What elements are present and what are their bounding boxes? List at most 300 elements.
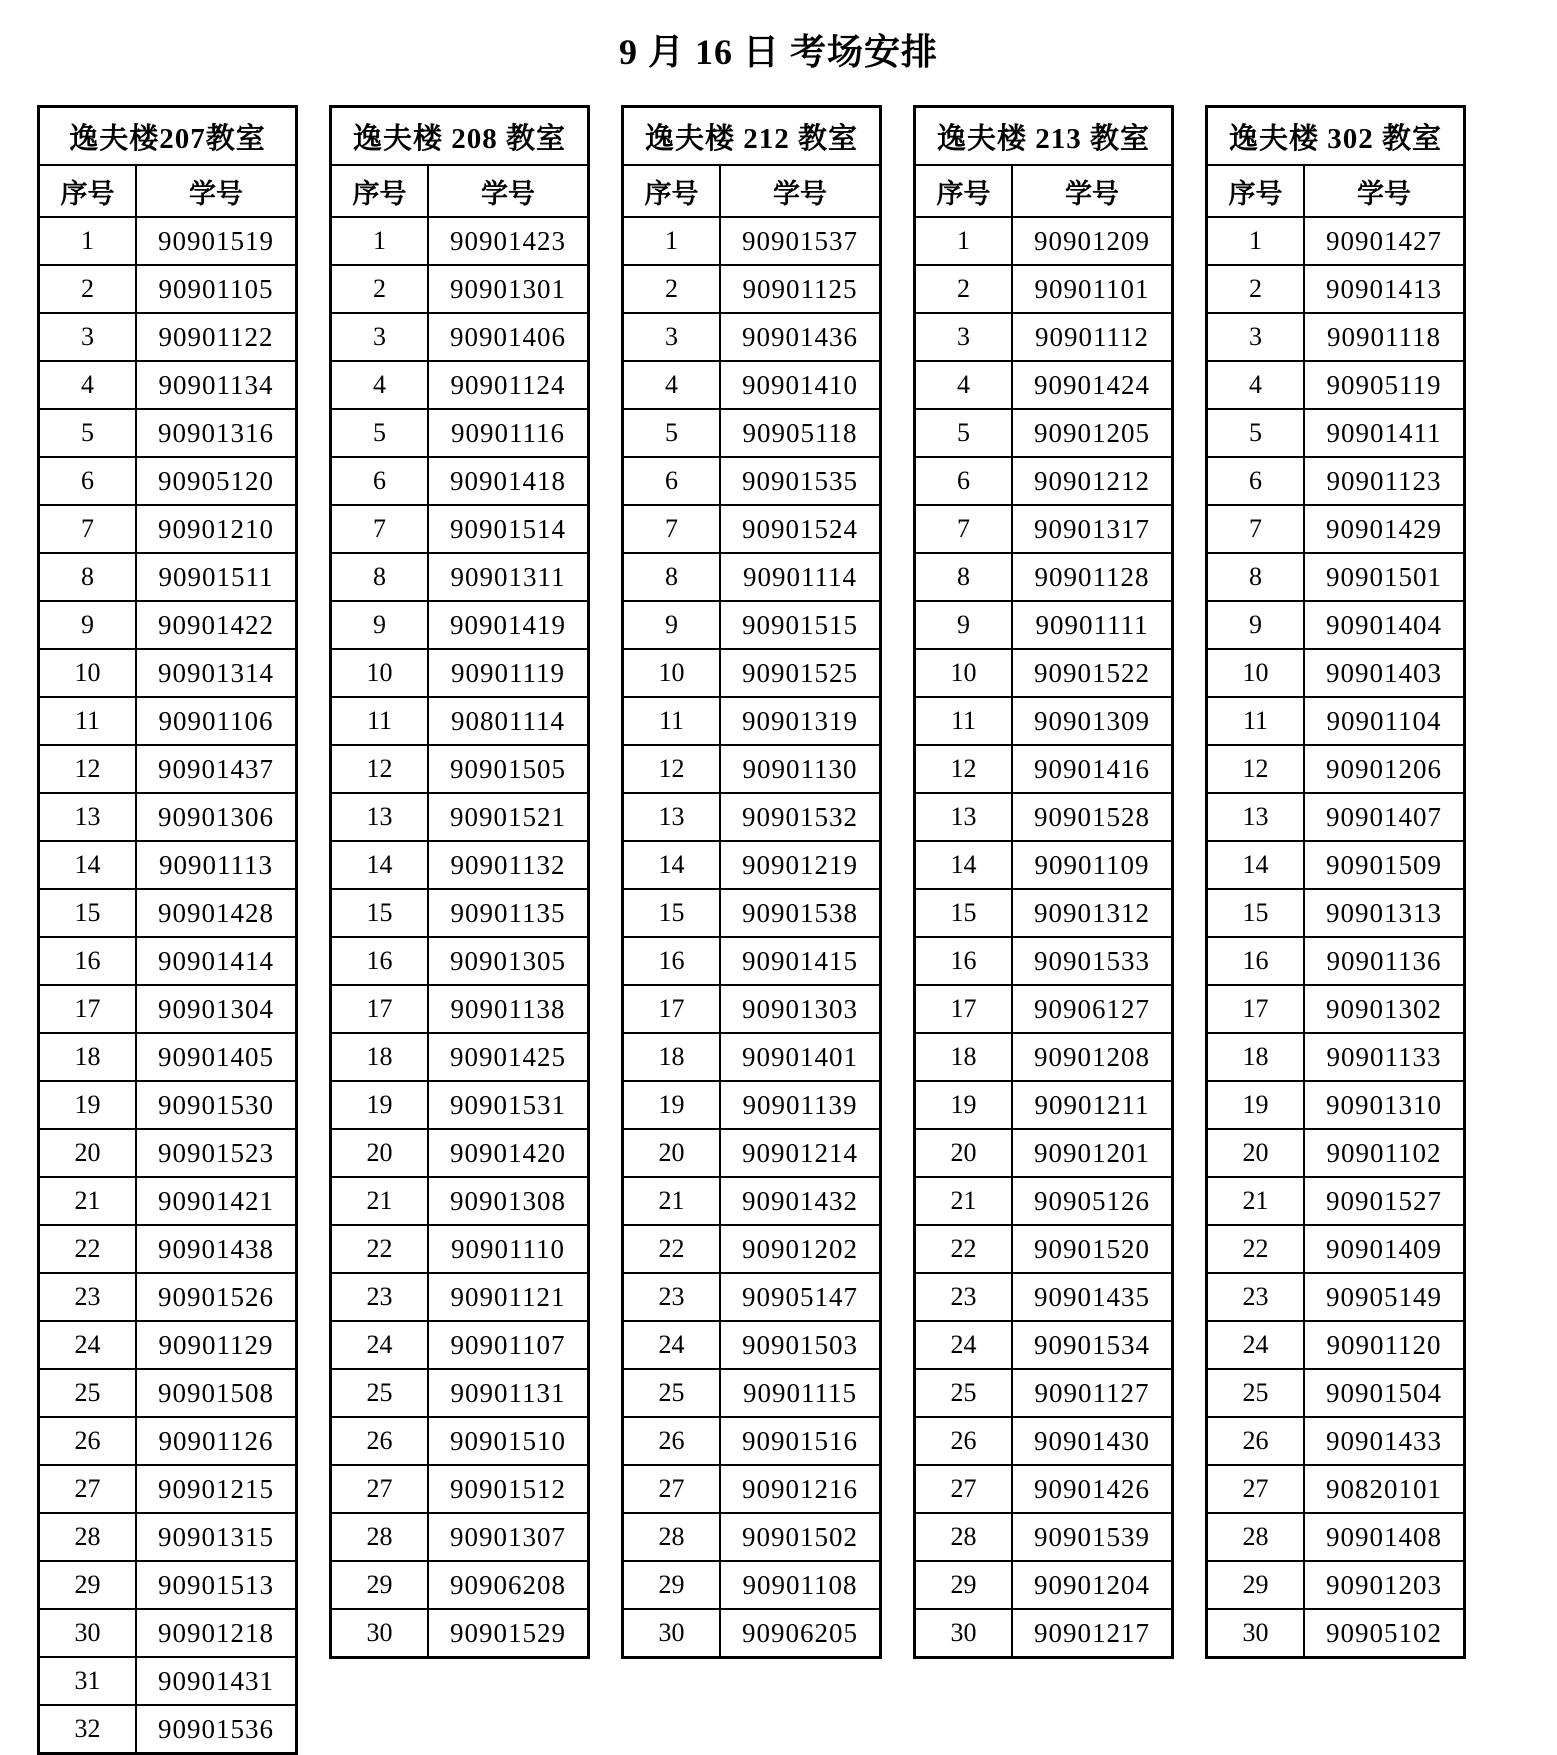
seq-cell: 26 [1207, 1417, 1305, 1465]
table-row [623, 1321, 881, 1369]
table-row [1207, 601, 1465, 649]
table-row [623, 793, 881, 841]
table-row [331, 1465, 589, 1513]
student-id-cell: 90901210 [136, 505, 297, 553]
table-row [39, 1465, 297, 1513]
table-row [915, 553, 1173, 601]
table-row [1207, 1273, 1465, 1321]
table-row [623, 1081, 881, 1129]
room-name-header: 逸夫楼 208 教室 [331, 107, 589, 166]
table-row [331, 409, 589, 457]
table-row [1207, 889, 1465, 937]
student-id-cell: 90901419 [428, 601, 589, 649]
table-row [623, 1465, 881, 1513]
seq-cell: 7 [39, 505, 137, 553]
student-id-cell: 90901301 [428, 265, 589, 313]
table-row [331, 505, 589, 553]
table-row [331, 1609, 589, 1658]
page-title: 9 月 16 日 考场安排 [618, 32, 938, 72]
student-id-cell: 90901131 [428, 1369, 589, 1417]
table-row [623, 1369, 881, 1417]
seq-column-header: 序号 [915, 165, 1013, 217]
student-id-cell: 90901522 [1012, 649, 1173, 697]
room-table [621, 105, 882, 1659]
seq-cell: 18 [1207, 1033, 1305, 1081]
student-id-cell: 90901307 [428, 1513, 589, 1561]
seq-cell: 19 [623, 1081, 721, 1129]
table-row [39, 1273, 297, 1321]
student-id-cell: 90901532 [720, 793, 881, 841]
student-id-cell: 90901418 [428, 457, 589, 505]
seq-cell: 23 [1207, 1273, 1305, 1321]
table-row [623, 1177, 881, 1225]
table-row [1207, 1513, 1465, 1561]
seq-column-header: 序号 [39, 165, 137, 217]
table-row [331, 1273, 589, 1321]
seq-cell: 3 [915, 313, 1013, 361]
student-id-cell: 90901203 [1304, 1561, 1465, 1609]
student-id-cell: 90901425 [428, 1033, 589, 1081]
table-row [623, 601, 881, 649]
seq-cell: 25 [915, 1369, 1013, 1417]
table-row [915, 1513, 1173, 1561]
table-row [39, 313, 297, 361]
table-row [331, 1177, 589, 1225]
student-id-cell: 90901502 [720, 1513, 881, 1561]
seq-cell: 4 [915, 361, 1013, 409]
table-row [331, 1369, 589, 1417]
table-row [915, 1465, 1173, 1513]
student-id-cell: 90901205 [1012, 409, 1173, 457]
table-row [1207, 985, 1465, 1033]
table-row [623, 217, 881, 265]
seq-cell: 19 [331, 1081, 429, 1129]
seq-cell: 15 [915, 889, 1013, 937]
table-row [1207, 937, 1465, 985]
seq-cell: 2 [1207, 265, 1305, 313]
student-id-cell: 90901411 [1304, 409, 1465, 457]
seq-cell: 12 [1207, 745, 1305, 793]
table-row [623, 697, 881, 745]
seq-cell: 17 [1207, 985, 1305, 1033]
student-id-cell: 90901525 [720, 649, 881, 697]
table-row [39, 793, 297, 841]
student-id-cell: 90901135 [428, 889, 589, 937]
table-row [1207, 793, 1465, 841]
seq-cell: 13 [623, 793, 721, 841]
seq-cell: 12 [623, 745, 721, 793]
seq-cell: 5 [623, 409, 721, 457]
seq-cell: 16 [1207, 937, 1305, 985]
room-name-header: 逸夫楼207教室 [39, 107, 297, 166]
student-id-column-header: 学号 [1012, 165, 1173, 217]
seq-cell: 6 [623, 457, 721, 505]
student-id-cell: 90901316 [136, 409, 297, 457]
student-id-cell: 90901511 [136, 553, 297, 601]
seq-cell: 2 [915, 265, 1013, 313]
table-row [331, 361, 589, 409]
seq-cell: 25 [39, 1369, 137, 1417]
seq-cell: 22 [623, 1225, 721, 1273]
seq-cell: 7 [915, 505, 1013, 553]
student-id-cell: 90901107 [428, 1321, 589, 1369]
table-row [1207, 1129, 1465, 1177]
student-id-cell: 90901122 [136, 313, 297, 361]
student-id-cell: 90905120 [136, 457, 297, 505]
student-id-cell: 90901528 [1012, 793, 1173, 841]
table-row [915, 889, 1173, 937]
student-id-cell: 90901520 [1012, 1225, 1173, 1273]
table-row [1207, 1465, 1465, 1513]
student-id-cell: 90901313 [1304, 889, 1465, 937]
seq-cell: 1 [623, 217, 721, 265]
seq-cell: 5 [39, 409, 137, 457]
student-id-cell: 90901314 [136, 649, 297, 697]
table-row [39, 1321, 297, 1369]
table-row [1207, 1177, 1465, 1225]
student-id-cell: 90901416 [1012, 745, 1173, 793]
table-row [39, 1417, 297, 1465]
table-row [39, 649, 297, 697]
student-id-cell: 90901437 [136, 745, 297, 793]
table-row [915, 361, 1173, 409]
table-row [39, 217, 297, 265]
seq-cell: 13 [331, 793, 429, 841]
student-id-cell: 90901523 [136, 1129, 297, 1177]
seq-cell: 21 [915, 1177, 1013, 1225]
seq-cell: 16 [623, 937, 721, 985]
table-row [331, 601, 589, 649]
seq-cell: 19 [915, 1081, 1013, 1129]
table-row [331, 1561, 589, 1609]
room-name-header: 逸夫楼 212 教室 [623, 107, 881, 166]
seq-cell: 9 [1207, 601, 1305, 649]
student-id-cell: 90901514 [428, 505, 589, 553]
table-row [1207, 1561, 1465, 1609]
student-id-cell: 90901119 [428, 649, 589, 697]
table-row [331, 1129, 589, 1177]
seq-cell: 30 [39, 1609, 137, 1657]
seq-cell: 32 [39, 1705, 137, 1754]
seq-cell: 22 [915, 1225, 1013, 1273]
student-id-cell: 90901515 [720, 601, 881, 649]
student-id-cell: 90901315 [136, 1513, 297, 1561]
student-id-cell: 90901112 [1012, 313, 1173, 361]
table-row [331, 985, 589, 1033]
student-id-cell: 90901130 [720, 745, 881, 793]
table-row [39, 1033, 297, 1081]
table-row [1207, 1081, 1465, 1129]
table-row [331, 1513, 589, 1561]
seq-cell: 8 [39, 553, 137, 601]
student-id-cell: 90901214 [720, 1129, 881, 1177]
table-row [1207, 1369, 1465, 1417]
table-row [331, 457, 589, 505]
seq-cell: 2 [39, 265, 137, 313]
student-id-cell: 90901218 [136, 1609, 297, 1657]
student-id-cell: 90901208 [1012, 1033, 1173, 1081]
table-row [331, 1321, 589, 1369]
student-id-cell: 90901115 [720, 1369, 881, 1417]
table-row [39, 889, 297, 937]
student-id-cell: 90901217 [1012, 1609, 1173, 1658]
student-id-cell: 90901104 [1304, 697, 1465, 745]
table-row [915, 649, 1173, 697]
table-row [39, 1705, 297, 1754]
seq-cell: 10 [39, 649, 137, 697]
table-row [915, 217, 1173, 265]
student-id-cell: 90901413 [1304, 265, 1465, 313]
student-id-cell: 90901202 [720, 1225, 881, 1273]
seq-cell: 12 [915, 745, 1013, 793]
student-id-cell: 90901128 [1012, 553, 1173, 601]
student-id-cell: 90906205 [720, 1609, 881, 1658]
student-id-cell: 90820101 [1304, 1465, 1465, 1513]
student-id-cell: 90905118 [720, 409, 881, 457]
table-row [623, 1513, 881, 1561]
table-row [623, 889, 881, 937]
table-row [331, 1225, 589, 1273]
student-id-cell: 90901139 [720, 1081, 881, 1129]
table-row [39, 265, 297, 313]
seq-cell: 13 [915, 793, 1013, 841]
table-row [39, 553, 297, 601]
student-id-cell: 90901312 [1012, 889, 1173, 937]
table-row [915, 1369, 1173, 1417]
student-id-cell: 90901405 [136, 1033, 297, 1081]
seq-cell: 30 [623, 1609, 721, 1658]
student-id-cell: 90901308 [428, 1177, 589, 1225]
student-id-cell: 90901317 [1012, 505, 1173, 553]
table-row [915, 601, 1173, 649]
student-id-cell: 90901428 [136, 889, 297, 937]
seq-cell: 28 [915, 1513, 1013, 1561]
table-row [39, 841, 297, 889]
seq-cell: 22 [331, 1225, 429, 1273]
table-row [623, 1417, 881, 1465]
seq-cell: 4 [1207, 361, 1305, 409]
seq-cell: 29 [1207, 1561, 1305, 1609]
table-row [39, 1177, 297, 1225]
table-row [1207, 1225, 1465, 1273]
seq-cell: 24 [1207, 1321, 1305, 1369]
table-row [623, 313, 881, 361]
table-row [623, 985, 881, 1033]
student-id-cell: 90901134 [136, 361, 297, 409]
room-name-header: 逸夫楼 213 教室 [915, 107, 1173, 166]
student-id-cell: 90801114 [428, 697, 589, 745]
student-id-cell: 90901539 [1012, 1513, 1173, 1561]
room-table [329, 105, 590, 1659]
student-id-cell: 90905126 [1012, 1177, 1173, 1225]
seq-cell: 25 [1207, 1369, 1305, 1417]
seq-cell: 10 [915, 649, 1013, 697]
table-row [1207, 649, 1465, 697]
table-row [39, 505, 297, 553]
seq-cell: 9 [39, 601, 137, 649]
seq-cell: 6 [1207, 457, 1305, 505]
seq-cell: 30 [915, 1609, 1013, 1658]
seq-cell: 17 [623, 985, 721, 1033]
table-row [915, 505, 1173, 553]
seq-cell: 27 [915, 1465, 1013, 1513]
table-row [331, 553, 589, 601]
student-id-cell: 90901305 [428, 937, 589, 985]
seq-cell: 21 [623, 1177, 721, 1225]
seq-cell: 22 [39, 1225, 137, 1273]
table-row [623, 1609, 881, 1658]
seq-cell: 23 [915, 1273, 1013, 1321]
table-row [623, 265, 881, 313]
seq-cell: 15 [331, 889, 429, 937]
seq-cell: 27 [331, 1465, 429, 1513]
seq-cell: 8 [1207, 553, 1305, 601]
table-row [39, 1561, 297, 1609]
student-id-cell: 90901424 [1012, 361, 1173, 409]
student-id-column-header: 学号 [1304, 165, 1465, 217]
room-table [1205, 105, 1466, 1659]
seq-cell: 15 [1207, 889, 1305, 937]
table-row [39, 1225, 297, 1273]
table-row [915, 1321, 1173, 1369]
seq-cell: 17 [915, 985, 1013, 1033]
student-id-cell: 90901536 [136, 1705, 297, 1754]
table-row [915, 1225, 1173, 1273]
student-id-cell: 90901306 [136, 793, 297, 841]
room-table [913, 105, 1174, 1659]
table-row [623, 1273, 881, 1321]
seq-cell: 20 [623, 1129, 721, 1177]
seq-cell: 4 [331, 361, 429, 409]
seq-cell: 18 [331, 1033, 429, 1081]
seq-cell: 17 [39, 985, 137, 1033]
student-id-column-header: 学号 [428, 165, 589, 217]
table-row [39, 745, 297, 793]
student-id-cell: 90901408 [1304, 1513, 1465, 1561]
student-id-cell: 90901403 [1304, 649, 1465, 697]
student-id-cell: 90901436 [720, 313, 881, 361]
table-row [39, 457, 297, 505]
student-id-cell: 90901404 [1304, 601, 1465, 649]
seq-cell: 1 [915, 217, 1013, 265]
seq-cell: 11 [915, 697, 1013, 745]
seq-cell: 5 [331, 409, 429, 457]
seq-cell: 3 [1207, 313, 1305, 361]
table-row [1207, 1609, 1465, 1658]
student-id-cell: 90901204 [1012, 1561, 1173, 1609]
student-id-cell: 90901533 [1012, 937, 1173, 985]
student-id-cell: 90901426 [1012, 1465, 1173, 1513]
seq-cell: 5 [915, 409, 1013, 457]
student-id-cell: 90901209 [1012, 217, 1173, 265]
table-row [623, 1033, 881, 1081]
table-row [1207, 265, 1465, 313]
seq-cell: 27 [39, 1465, 137, 1513]
table-row [623, 1225, 881, 1273]
student-id-cell: 90901310 [1304, 1081, 1465, 1129]
student-id-cell: 90901430 [1012, 1417, 1173, 1465]
student-id-cell: 90901427 [1304, 217, 1465, 265]
table-row [915, 1033, 1173, 1081]
seq-cell: 23 [331, 1273, 429, 1321]
student-id-cell: 90901423 [428, 217, 589, 265]
table-row [623, 505, 881, 553]
student-id-cell: 90901106 [136, 697, 297, 745]
seq-cell: 15 [623, 889, 721, 937]
student-id-cell: 90901116 [428, 409, 589, 457]
table-row [1207, 1417, 1465, 1465]
table-row [915, 745, 1173, 793]
seq-cell: 27 [623, 1465, 721, 1513]
student-id-cell: 90901211 [1012, 1081, 1173, 1129]
student-id-cell: 90901409 [1304, 1225, 1465, 1273]
student-id-cell: 90901129 [136, 1321, 297, 1369]
seq-cell: 27 [1207, 1465, 1305, 1513]
student-id-cell: 90901421 [136, 1177, 297, 1225]
student-id-cell: 90905102 [1304, 1609, 1465, 1658]
student-id-cell: 90901429 [1304, 505, 1465, 553]
student-id-cell: 90901529 [428, 1609, 589, 1658]
seq-cell: 23 [39, 1273, 137, 1321]
table-row [39, 1081, 297, 1129]
seq-column-header: 序号 [1207, 165, 1305, 217]
table-row [39, 1369, 297, 1417]
seq-cell: 11 [623, 697, 721, 745]
seq-cell: 19 [39, 1081, 137, 1129]
room-tables-container [37, 105, 1520, 1755]
student-id-cell: 90901219 [720, 841, 881, 889]
student-id-cell: 90901118 [1304, 313, 1465, 361]
seq-cell: 14 [39, 841, 137, 889]
seq-cell: 9 [331, 601, 429, 649]
student-id-cell: 90901110 [428, 1225, 589, 1273]
seq-cell: 28 [1207, 1513, 1305, 1561]
seq-cell: 6 [39, 457, 137, 505]
seq-cell: 18 [39, 1033, 137, 1081]
seq-cell: 21 [39, 1177, 137, 1225]
table-row [39, 697, 297, 745]
student-id-cell: 90901109 [1012, 841, 1173, 889]
student-id-cell: 90901435 [1012, 1273, 1173, 1321]
table-row [1207, 313, 1465, 361]
student-id-cell: 90901215 [136, 1465, 297, 1513]
table-row [331, 889, 589, 937]
table-row [623, 1129, 881, 1177]
seq-cell: 25 [623, 1369, 721, 1417]
seq-cell: 3 [331, 313, 429, 361]
seq-cell: 24 [331, 1321, 429, 1369]
student-id-cell: 90901111 [1012, 601, 1173, 649]
student-id-cell: 90901125 [720, 265, 881, 313]
seq-cell: 29 [39, 1561, 137, 1609]
seq-cell: 10 [623, 649, 721, 697]
table-row [915, 841, 1173, 889]
table-row [915, 697, 1173, 745]
student-id-cell: 90901503 [720, 1321, 881, 1369]
student-id-cell: 90901438 [136, 1225, 297, 1273]
seq-cell: 18 [623, 1033, 721, 1081]
student-id-cell: 90901138 [428, 985, 589, 1033]
table-row [915, 793, 1173, 841]
table-row [1207, 1321, 1465, 1369]
student-id-cell: 90901519 [136, 217, 297, 265]
seq-cell: 8 [623, 553, 721, 601]
seq-cell: 9 [623, 601, 721, 649]
student-id-cell: 90901410 [720, 361, 881, 409]
student-id-cell: 90901433 [1304, 1417, 1465, 1465]
student-id-cell: 90901526 [136, 1273, 297, 1321]
student-id-cell: 90901303 [720, 985, 881, 1033]
